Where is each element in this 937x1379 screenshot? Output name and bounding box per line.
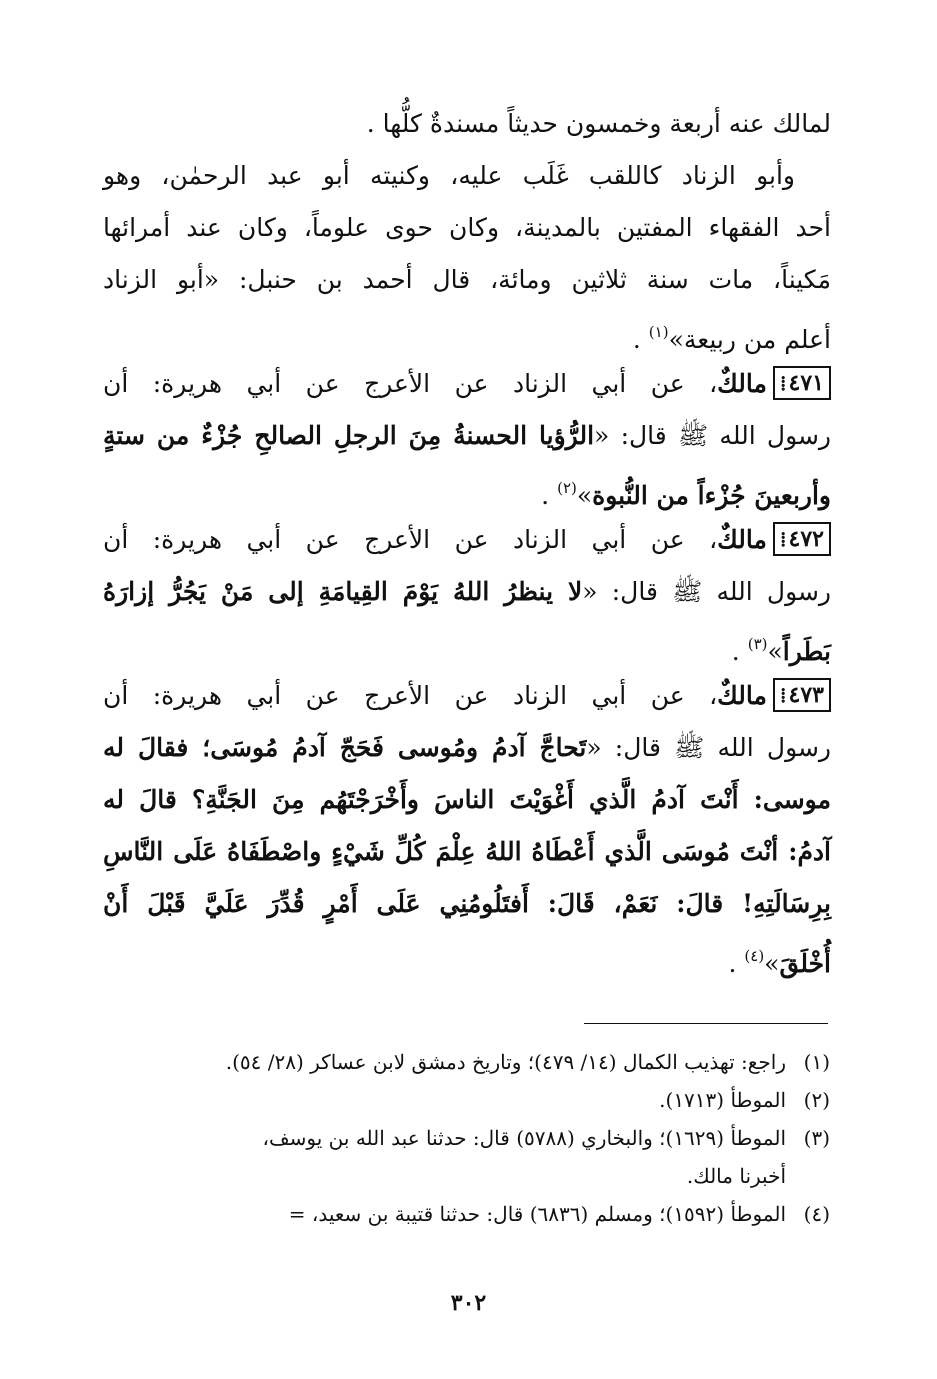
text-span: أعلم من ربيعة» [668,325,831,354]
hadith-text: الرُّؤيا الحسنةُ مِنَ الرجلِ الصالحِ جُزْءٌ من ستةٍ [103,421,595,450]
hadith-text: بَطَراً [782,637,831,666]
text-line [103,618,831,670]
footnote-3-continued [56,1157,830,1195]
hadith-number-box: ٤٧١ ⁞ [773,366,831,400]
hadith-473-line [103,670,831,722]
footnote-ref: (٣) [747,635,768,653]
hadith-472-line [103,514,831,566]
hadith-number-box: ٤٧٢ ⁞ [773,522,831,556]
hadith-text: آدمُ: أنْتَ مُوسَى الَّذي أَعْطَاهُ اللهُ عِلْمَ كُلِّ شَيْءٍ واصْطَفَاهُ عَلَى النَّاسِ [103,837,831,866]
footnote-ref: (١) [648,323,669,341]
footnote-number: (٢) [803,1088,830,1112]
footnote-number: (٣) [803,1126,830,1150]
text-span: رسول الله ﷺ قال: « [594,421,832,450]
text-line [103,722,831,774]
text-span: » [764,949,780,978]
text-span: ، عن أبي الزناد عن الأعرج عن أبي هريرة: أن [103,525,718,554]
hadith-text-line [103,826,831,878]
hadith-text: تَحاجَّ آدمُ ومُوسى فَحَجّ آدمُ مُوسَى؛ فقالَ له [103,733,587,762]
text-span: . [632,325,649,354]
text-line [103,254,831,306]
text-line [103,462,831,514]
text-span: ، عن أبي الزناد عن الأعرج عن أبي هريرة: أن [103,681,718,710]
main-text [103,98,831,982]
footnotes [56,1043,830,1233]
text-line [103,98,831,150]
footnote-4 [56,1195,830,1233]
text-line [103,306,831,358]
footnote-text: أخبرنا مالك. [686,1164,786,1188]
hadith-text: وأربعينَ جُزْءاً من النُّبوة [592,481,831,510]
text-span: مَكيناً، مات سنة ثلاثين ومائة، قال أحمد بن حنبل: «أبو الزناد [103,265,831,294]
footnote-ref: (٤) [744,947,765,965]
hadith-text: موسى: أَنْتَ آدمُ الَّذي أَغْوَيْتَ الناسَ وأَخْرَجْتَهُم مِنَ الجَنَّةِ؟ قالَ له [103,785,831,814]
text-span: رسول الله ﷺ قال: « [586,733,832,762]
text-span: وأبو الزناد كاللقب غَلَب عليه، وكنيته أبو عبد الرحمٰن، وهو [103,161,795,190]
narrator-name: مالكٌ [717,681,767,710]
text-line [103,150,831,202]
text-line [103,930,831,982]
text-span: » [576,481,593,510]
hadith-text-line [103,878,831,930]
hadith-text: بِرِسَالَتِهِ! قالَ: نَعَمْ، قَالَ: أَفتَلُومُنِي عَلَى أَمْرٍ قُدِّرَ عَلَيَّ قَبْلَ أَنْ [103,889,831,918]
footnote-text: الموطأ (١٥٩٢)؛ ومسلم (٦٨٣٦) قال: حدثنا قتيبة بن سعيد، = [288,1202,786,1226]
text-span: » [767,637,783,666]
footnote-2 [56,1081,830,1119]
hadith-text-line [103,774,831,826]
text-span: أحد الفقهاء المفتين بالمدينة، وكان حوى علوماً، وكان عند أمرائها [103,213,831,242]
text-span: لمالك عنه أربعة وخمسون حديثاً مسندةٌ كلُّها . [366,109,831,138]
text-span: . [541,481,558,510]
text-line [103,566,831,618]
hadith-471-line [103,358,831,410]
narrator-name: مالكٌ [717,369,767,398]
text-line [103,410,831,462]
text-span: ، عن أبي الزناد عن الأعرج عن أبي هريرة: أن [103,369,718,398]
text-line [103,202,831,254]
narrator-name: مالكٌ [717,525,767,554]
footnote-text: راجع: تهذيب الكمال (١٤/ ٤٧٩)؛ وتاريخ دمشق لابن عساكر (٢٨/ ٥٤). [225,1050,786,1074]
footnote-separator [584,1023,828,1024]
text-span: رسول الله ﷺ قال: « [582,577,832,606]
hadith-text: أُخْلَقَ [779,949,831,978]
hadith-number-box: ٤٧٣ ⁞ [773,678,831,712]
page-number: ٣٠٢ [450,1290,487,1316]
footnote-number: (١) [803,1050,830,1074]
footnote-ref: (٢) [557,479,577,497]
text-span: . [728,949,745,978]
footnote-text: الموطأ (١٧١٣). [659,1088,786,1112]
footnote-text: الموطأ (١٦٢٩)؛ والبخاري (٥٧٨٨) قال: حدثنا عبد الله بن يوسف، [262,1126,786,1150]
footnote-1 [56,1043,830,1081]
footnote-3 [56,1119,830,1157]
hadith-text: لا ينظرُ اللهُ يَوْمَ القِيامَةِ إلى مَنْ يَجُرُّ إزارَهُ [103,577,583,606]
footnote-number: (٤) [803,1202,830,1226]
text-span: . [731,637,748,666]
